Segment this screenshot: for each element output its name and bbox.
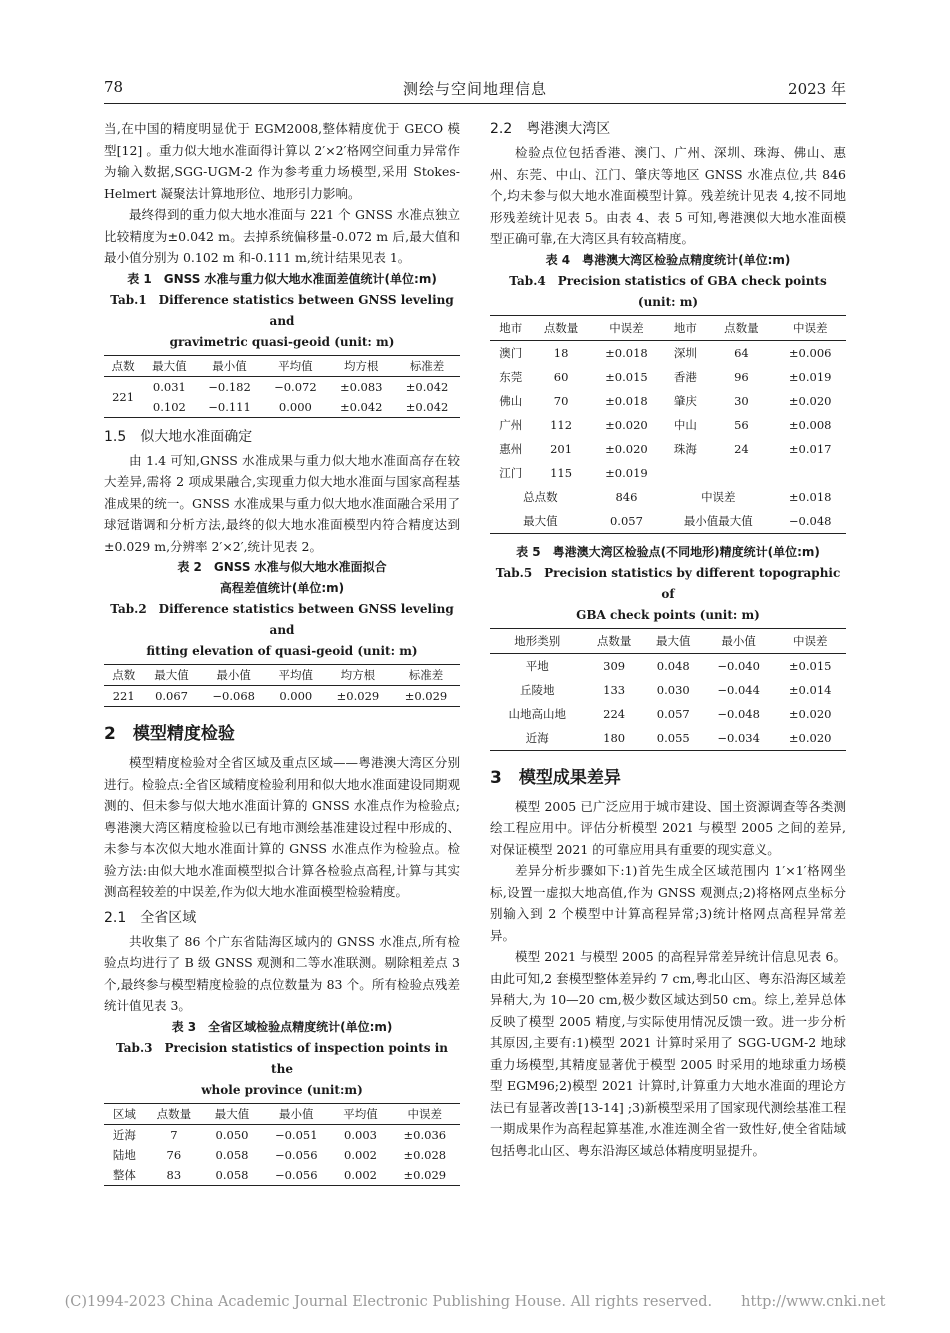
table-row — [104, 1124, 460, 1145]
table-cell: 惠州 — [499, 441, 523, 456]
table-cell: ±0.029 — [403, 1167, 447, 1182]
table-cell: 陆地 — [112, 1147, 136, 1162]
table-cell: 0.055 — [656, 730, 690, 745]
table-caption-en: Tab.1 Difference statistics between GNSS leveling and — [110, 292, 454, 328]
table-cell: ±0.020 — [605, 417, 648, 432]
table-header-cell: 区域 — [112, 1106, 136, 1121]
table-cell: 18 — [553, 345, 569, 360]
table-header-cell: 标准差 — [409, 358, 445, 373]
table-cell: ±0.020 — [788, 706, 832, 721]
table-cell: 整体 — [112, 1167, 136, 1182]
table-row — [490, 340, 846, 365]
table-row — [104, 1165, 460, 1186]
table-cell: 广州 — [499, 417, 523, 432]
table-cell: ±0.014 — [788, 682, 832, 697]
table-header-cell: 最大值 — [656, 633, 691, 648]
table-header-cell: 点数 — [112, 668, 136, 682]
table-cell: 0.048 — [656, 658, 690, 673]
table-row — [104, 376, 460, 397]
table-row — [490, 461, 846, 485]
table-cell: ±0.018 — [788, 489, 832, 504]
table-cell: ±0.017 — [788, 441, 832, 456]
table-caption-cn: 高程差值统计(单位:m) — [219, 581, 345, 595]
table-cell: 0.058 — [215, 1167, 249, 1182]
paragraph: 最终得到的重力似大地水准面与 221 个 GNSS 水准点独立比较精度为±0.042 m。去掉系统偏移量-0.072 m 后,最大值和最小值分别为 0.102 m 和-0.111 m,统计结果见表 1。 — [104, 207, 460, 265]
table-header-cell: 均方根 — [343, 358, 379, 373]
table-row — [490, 365, 846, 389]
table-cell — [662, 461, 708, 485]
table-row — [104, 686, 460, 707]
table-caption-en: whole province (unit:m) — [201, 1082, 363, 1097]
table-cell: 83 — [166, 1167, 182, 1182]
table-header-cell: 平均值 — [278, 668, 314, 682]
table-cell: 180 — [603, 730, 626, 745]
table-cell — [708, 461, 774, 485]
table-header-row — [490, 315, 846, 340]
table-caption-en: Tab.5 Precision statistics by different topographic of — [495, 565, 841, 601]
table-cell: ±0.020 — [605, 441, 648, 456]
table-4 — [490, 315, 846, 534]
table-cell: 0.031 — [152, 379, 186, 394]
table-header-cell: 标准差 — [408, 668, 444, 682]
table-cell: 香港 — [673, 369, 697, 384]
table-cell: 近海 — [525, 730, 549, 745]
table-cell: 0.067 — [155, 689, 189, 703]
table-row — [104, 397, 460, 418]
table-header-cell: 中误差 — [792, 633, 828, 648]
table-cell: −0.034 — [717, 730, 760, 745]
table-cell: 24 — [734, 441, 749, 456]
table-row — [490, 437, 846, 461]
table-cell: 133 — [603, 682, 626, 697]
table-cell: 东莞 — [499, 369, 523, 384]
table-caption-cn: 表 4 粤港澳大湾区检验点精度统计(单位:m) — [545, 252, 791, 267]
table-row — [490, 653, 846, 678]
table-header-cell: 地市 — [673, 320, 697, 335]
table-header-row — [104, 355, 460, 376]
table-cell: −0.048 — [788, 513, 832, 528]
table-cell: 0.102 — [152, 399, 186, 414]
table-cell: 60 — [553, 369, 569, 384]
table-caption-cn: 表 3 全省区域检验点精度统计(单位:m) — [171, 1019, 393, 1034]
table-cell: −0.040 — [717, 658, 760, 673]
table-cell: ±0.028 — [403, 1147, 447, 1162]
table-cell: 珠海 — [673, 441, 697, 456]
publication-year: 2023 年 — [788, 80, 846, 98]
table-cell: ±0.042 — [339, 399, 383, 414]
paragraph: 模型精度检验对全省区域及重点区域——粤港澳大湾区分别进行。检验点:全省区域精度检验利用和似大地水准面建设同期观测的、但未参与似大地水准面计算的 GNSS 水准点作为检验点;粤港澳大湾区精度检验以已有地市测绘基准建设过程中形成的、未参与本次似大地水准面计算的 GNSS 水准点作为检验点。检验方法:由似大地水准面模型拟合计算各检验点高程,计算与其实测高程较差的中误差,作为似大地水准面模型检验精度。 — [104, 755, 460, 899]
section-heading: 1.5 似大地水准面确定 — [104, 428, 253, 445]
table-cell: 201 — [550, 441, 573, 456]
paragraph: 当,在中国的精度明显优于 EGM2008,整体精度优于 GECO 模型[12] 。重力似大地水准面得计算以 2′×2′格网空间重力异常作为输入数据,SGG-UGM-2 作为参考重力场模型,采用 Stokes-Helmert 凝聚法计算地形位、地形引力影响。 — [104, 121, 460, 201]
table-header-cell: 平均值 — [343, 1106, 378, 1121]
table-header-cell: 中误差 — [407, 1106, 443, 1121]
section-heading: 2.2 粤港澳大湾区 — [490, 121, 611, 137]
table-cell: 江门 — [499, 465, 523, 480]
table-cell: 115 — [550, 465, 573, 480]
table-caption-en: GBA check points (unit: m) — [576, 607, 760, 622]
table-cell: ±0.020 — [788, 393, 832, 408]
table-cell: 肇庆 — [673, 393, 697, 408]
table-cell: 澳门 — [499, 345, 523, 360]
table-row — [104, 1145, 460, 1165]
table-cell: ±0.036 — [403, 1127, 447, 1142]
table-header-cell: 中误差 — [792, 320, 828, 335]
table-cell: 近海 — [112, 1127, 136, 1142]
table-cell: 70 — [553, 393, 569, 408]
table-cell: 0.030 — [656, 682, 690, 697]
table-row — [490, 702, 846, 726]
table-header-row — [490, 628, 846, 653]
table-cell: 0.003 — [344, 1127, 377, 1142]
table-row — [490, 678, 846, 702]
table-cell: 中误差 — [701, 489, 736, 504]
table-cell: 深圳 — [673, 345, 697, 360]
table-cell: −0.068 — [212, 689, 255, 703]
table-cell: 山地高山地 — [508, 706, 566, 721]
table-cell: 0.000 — [279, 689, 313, 703]
table-caption-cn: 表 1 GNSS 水准与重力似大地水准面差值统计(单位:m) — [127, 271, 437, 286]
table-cell: ±0.015 — [788, 658, 832, 673]
table-header-cell: 最小值 — [721, 633, 756, 648]
paragraph: 模型 2005 已广泛应用于城市建设、国土资源调查等各类测绘工程应用中。评估分析模型 2021 与模型 2005 之间的差异,对保证模型 2021 的可靠应用具有重要的现实意义。 — [490, 798, 846, 857]
table-header-cell: 最小值 — [216, 668, 251, 682]
table-cell: ±0.018 — [605, 345, 648, 360]
table-cell: −0.056 — [274, 1147, 318, 1162]
table-cell: 佛山 — [499, 393, 523, 408]
table-cell: ±0.029 — [336, 689, 380, 703]
paragraph: 由 1.4 可知,GNSS 水准成果与重力似大地水准面高存在较大差异,需将 2 项成果融合,实现重力似大地水准面与国家高程基准成果的统一。GNSS 水准成果与重力似大地水准面融合采用了球冠谐调和分析方法,最终的似大地水准面模型内符合精度达到±0.029 m,分辨率 2′×2′,统计见表 2。 — [104, 452, 460, 554]
table-cell: 224 — [603, 706, 626, 721]
right-column — [490, 118, 846, 1161]
table-header-cell: 均方根 — [340, 668, 376, 682]
table-header-cell: 平均值 — [278, 358, 313, 373]
table-cell: 30 — [734, 393, 749, 408]
table-row — [490, 389, 846, 413]
page-number: 78 — [104, 78, 124, 96]
table-2 — [104, 664, 460, 707]
table-header-cell: 最大值 — [154, 668, 189, 682]
table-cell: 112 — [550, 417, 573, 432]
table-cell: −0.056 — [274, 1167, 318, 1182]
table-cell: 平地 — [525, 658, 549, 673]
table-cell: 0.000 — [278, 399, 312, 414]
paragraph: 检验点位包括香港、澳门、广州、深圳、珠海、佛山、惠州、东莞、中山、江门、肇庆等地区 GNSS 水准点位,共 846 个,均未参与似大地水准面模型计算。残差统计见表 4,按不同地形残差统计见表 5。由表 4、表 5 可知,粤港澳似大地水准面模型正确可靠,在大湾区具有较高精度。 — [490, 145, 846, 246]
table-cell: −0.044 — [717, 682, 760, 697]
paragraph: 差异分析步骤如下:1)首先生成全区域范围内 1′×1′格网坐标,设置一虚拟大地高值,作为 GNSS 观测点;2)将格网点坐标分别输入到 2 个模型中计算高程异常;3)统计格网点高程异常差异。 — [490, 863, 846, 943]
table-header-cell: 点数量 — [596, 633, 632, 648]
table-cell: −0.072 — [274, 379, 317, 394]
table-caption-en: Tab.2 Difference statistics between GNSS leveling and — [110, 602, 454, 637]
table-cell: 221 — [112, 689, 135, 703]
journal-title: 测绘与空间地理信息 — [402, 80, 547, 98]
table-cell: ±0.029 — [404, 689, 448, 703]
table-cell: −0.048 — [717, 706, 760, 721]
header-rule — [104, 103, 846, 104]
table-header-cell: 地市 — [499, 320, 523, 335]
table-cell: ±0.042 — [405, 379, 449, 394]
left-column — [104, 118, 460, 1194]
table-cell: 846 — [615, 489, 638, 504]
table-cell: 丘陵地 — [520, 682, 555, 697]
table-cell: 0.057 — [609, 513, 643, 528]
table-cell: ±0.015 — [605, 369, 648, 384]
section-heading: 3 模型成果差异 — [490, 767, 621, 788]
section-heading: 2 模型精度检验 — [104, 724, 235, 744]
table-row — [490, 413, 846, 437]
paragraph: 共收集了 86 个广东省陆海区域内的 GNSS 水准点,所有检验点均进行了 B 级 GNSS 观测和二等水准联测。剔除粗差点 3 个,最终参与模型精度检验的点位数量为 83 个。所有检验点残差统计值见表 3。 — [104, 933, 460, 1013]
table-header-cell: 最小值 — [212, 358, 247, 373]
table-cell: ±0.018 — [605, 393, 648, 408]
table-cell: ±0.042 — [405, 399, 449, 414]
table-summary-row — [490, 485, 846, 509]
table-header-cell: 地形类别 — [514, 633, 561, 648]
table-1 — [104, 355, 460, 418]
table-caption-en: fitting elevation of quasi-geoid (unit: m) — [146, 644, 418, 658]
section-heading: 2.1 全省区域 — [104, 909, 197, 926]
table-cell: 0.058 — [215, 1147, 249, 1162]
table-caption-cn: 表 2 GNSS 水准与似大地水准面拟合 — [177, 560, 387, 574]
table-cell: ±0.019 — [788, 369, 832, 384]
table-cell: 0.057 — [656, 706, 690, 721]
table-cell: 64 — [734, 345, 749, 360]
table-header-cell: 中误差 — [609, 320, 644, 335]
table-cell: ±0.083 — [339, 379, 383, 394]
table-cell: ±0.006 — [788, 345, 832, 360]
table-cell — [774, 461, 846, 485]
table-cell: 0.002 — [344, 1167, 377, 1182]
table-header-cell: 最大值 — [214, 1106, 250, 1121]
table-cell: 0.002 — [344, 1147, 377, 1162]
table-cell: 96 — [734, 369, 749, 384]
table-header-cell: 点数量 — [543, 320, 579, 335]
table-header-cell: 最小值 — [279, 1106, 314, 1121]
table-cell: 总点数 — [523, 489, 558, 504]
table-cell: 7 — [170, 1127, 178, 1142]
paragraph: 模型 2021 与模型 2005 的高程异常差异统计信息见表 6。由此可知,2 套模型整体差异约 7 cm,粤北山区、粤东沿海区域差异稍大,为 10—20 cm,极少数区域达到50 cm。综上,差异总体反映了模型 2005 精度,与实际使用情况反馈一致。进一步分析其原因,主要有:1)模型 2021 计算时采用了 SGG-UGM-2 地球重力场模型,其精度显著优于模型 2005 时采用的地球重力场模型 EGM96;2)模型 2021 计算时,计算重力大地水准面的理论方法已有显著改善[13-14] ;3)新模型采用了国家现代测绘基准工程一期成果作为高程起算基准,水准连测全省一致性好,使全省陆域包括粤北山区、粤东沿海区域总体精度明显提升。 — [490, 949, 846, 1158]
table-cell: −0.111 — [208, 399, 251, 414]
table-cell: 中山 — [673, 417, 697, 432]
table-header-cell: 点数 — [111, 358, 135, 373]
table-summary-row — [490, 509, 846, 534]
table-cell: ±0.019 — [605, 465, 648, 480]
table-header-row — [104, 665, 460, 686]
table-3 — [104, 1103, 460, 1186]
table-header-cell: 最大值 — [152, 358, 187, 373]
table-caption-cn: 表 5 粤港澳大湾区检验点(不同地形)精度统计(单位:m) — [516, 544, 820, 559]
table-caption-en: gravimetric quasi-geoid (unit: m) — [169, 334, 395, 349]
table-header-row — [104, 1103, 460, 1124]
running-header — [104, 78, 846, 102]
table-cell: 最小值最大值 — [683, 513, 753, 528]
table-cell: −0.051 — [274, 1127, 318, 1142]
table-cell: 0.050 — [215, 1127, 249, 1142]
table-header-cell: 点数量 — [156, 1106, 192, 1121]
table-row — [490, 726, 846, 751]
table-cell: 56 — [734, 417, 749, 432]
table-cell: 最大值 — [523, 513, 558, 528]
table-cell: −0.182 — [208, 379, 251, 394]
table-cell: ±0.020 — [788, 730, 832, 745]
table-cell: 76 — [166, 1147, 182, 1162]
table-5 — [490, 628, 846, 751]
table-caption-en: Tab.4 Precision statistics of GBA check points (unit: m) — [509, 273, 827, 309]
table-header-cell: 点数量 — [724, 320, 759, 335]
table-cell: 221 — [112, 389, 135, 404]
table-cell: 309 — [603, 658, 626, 673]
table-cell: ±0.008 — [788, 417, 832, 432]
table-caption-en: Tab.3 Precision statistics of inspection points in the — [116, 1040, 448, 1076]
copyright-footer: (C)1994-2023 China Academic Journal Electronic Publishing House. All rights reserved. http://www.cnki.net — [64, 1294, 886, 1310]
